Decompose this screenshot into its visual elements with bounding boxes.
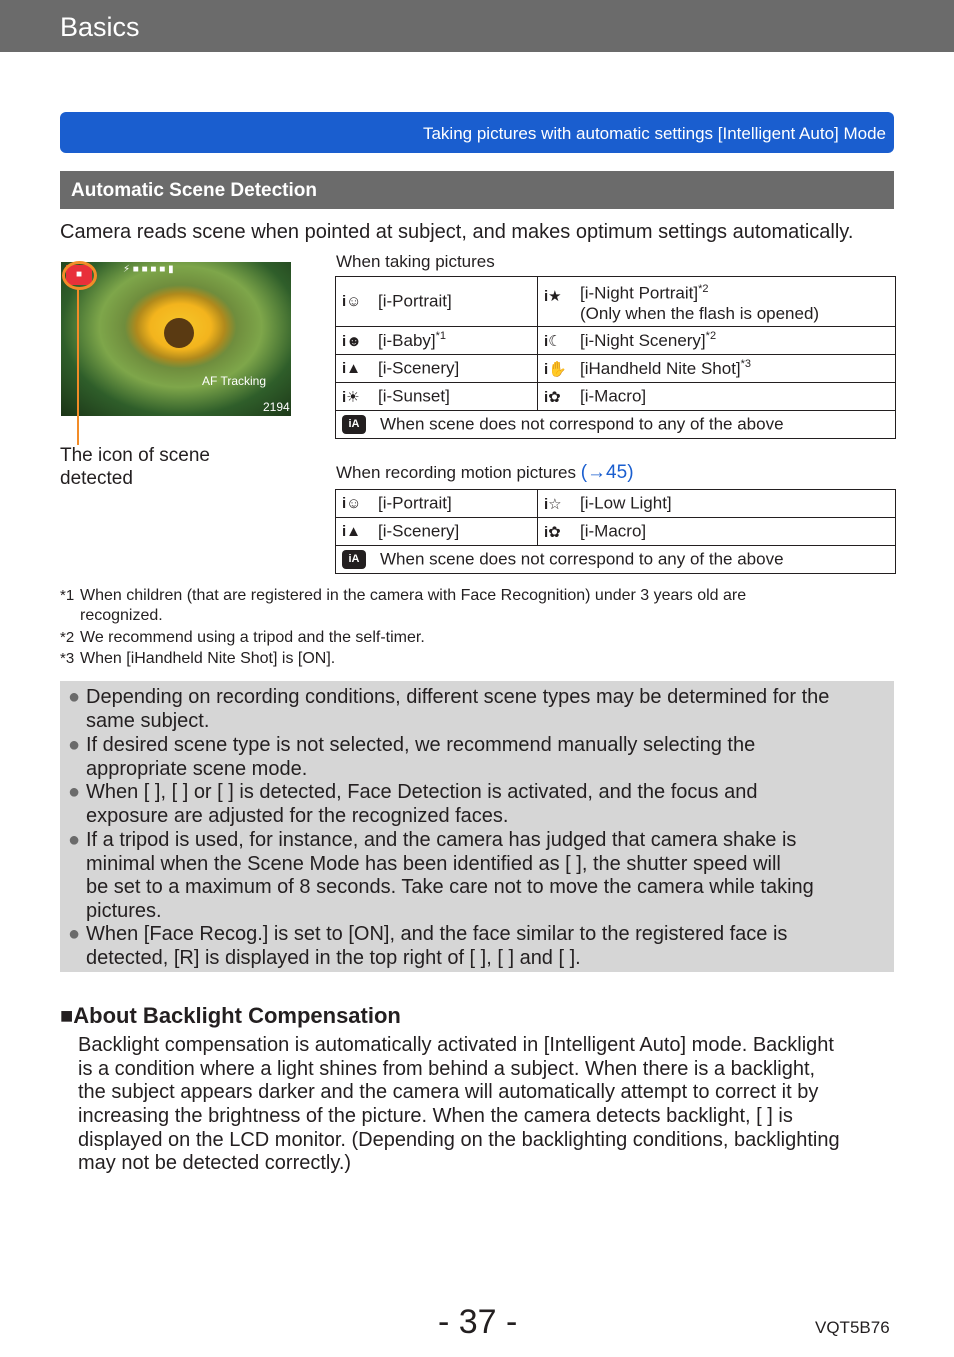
page-number: - 37 -: [438, 1303, 518, 1341]
table-row: i▲ [i-Scenery] i✿ [i-Macro]: [336, 518, 896, 546]
table-row: i☻ [i-Baby]$^{*1}$ i☾ [i-Night Scenery]$^{*2}$: [336, 327, 896, 355]
camera-screen-image: [61, 262, 291, 416]
notes-box: [60, 681, 894, 972]
portrait-icon: i☺: [342, 293, 362, 311]
callout-line: [77, 289, 79, 445]
table-row: iA When scene does not correspond to any of the above: [336, 411, 896, 439]
status-icons: ⚡ ■ ■ ■ ■ ▮: [123, 264, 174, 275]
header-bar: [0, 0, 954, 52]
macro-icon: i✿: [544, 388, 561, 406]
note-cont: exposure are adjusted for the recognized faces.: [86, 805, 509, 827]
table-row: iA When scene does not correspond to any of the above: [336, 546, 896, 574]
breadcrumb-bar: [60, 112, 894, 153]
scenery-icon: i▲: [342, 523, 362, 541]
low-light-icon: i☆: [544, 495, 562, 513]
intro-text: Camera reads scene when pointed at subject, and makes optimum settings automatically.: [60, 221, 854, 243]
note-item: ● Depending on recording conditions, different scene types may be determined for the: [68, 686, 830, 708]
portrait-icon: i☺: [342, 495, 362, 513]
shot-counter: 2194: [263, 400, 290, 414]
table-row: i☀ [i-Sunset] i✿ [i-Macro]: [336, 383, 896, 411]
backlight-line: may not be detected correctly.): [78, 1152, 352, 1174]
screen-caption: The icon of scene detected: [60, 445, 210, 489]
backlight-line: increasing the brightness of the picture. When the camera detects backlight, [ ] is: [78, 1105, 793, 1127]
section-header: [60, 171, 894, 209]
af-tracking-label: AF Tracking: [202, 374, 267, 388]
note-item: ● If a tripod is used, for instance, and the camera has judged that camera shake is: [68, 829, 797, 851]
sunset-icon: i☀: [342, 388, 360, 406]
backlight-heading: ■About Backlight Compensation: [60, 1003, 401, 1028]
backlight-line: displayed on the LCD monitor. (Depending on the backlighting conditions, backlighting: [78, 1129, 840, 1151]
note-cont: detected, [R] is displayed in the top right of [ ], [ ] and [ ].: [86, 947, 581, 969]
footnote-1-cont: recognized.: [80, 607, 163, 624]
backlight-line: is a condition where a light shines from behind a subject. When there is a backlight,: [78, 1058, 816, 1080]
page-ref-link[interactable]: (→45): [580, 462, 634, 483]
note-cont: pictures.: [86, 900, 162, 922]
footnote-2: *2 We recommend using a tripod and the self-timer.: [60, 629, 425, 646]
motion-scene-table: [335, 489, 896, 574]
night-scenery-icon: i☾: [544, 333, 562, 351]
note-item: ● When [ ], [ ] or [ ] is detected, Face Detection is activated, and the focus and: [68, 781, 758, 803]
chapter-title: Basics: [60, 12, 140, 42]
baby-icon: i☻: [342, 332, 362, 350]
handheld-nite-shot-icon: i✋: [544, 361, 567, 379]
motion-label: When recording motion pictures (→45): [336, 462, 634, 483]
note-cont: minimal when the Scene Mode has been identified as [ ], the shutter speed will: [86, 853, 781, 875]
document-code: VQT5B76: [815, 1318, 890, 1337]
note-cont: appropriate scene mode.: [86, 758, 308, 780]
macro-icon: i✿: [544, 523, 561, 541]
footnote-3: *3 When [iHandheld Nite Shot] is [ON].: [60, 650, 336, 667]
scene-icon: ■: [66, 265, 92, 285]
note-cont: be set to a maximum of 8 seconds. Take care not to move the camera while taking: [86, 876, 814, 898]
note-item: ● If desired scene type is not selected, we recommend manually selecting the: [68, 734, 756, 756]
intelligent-auto-video-icon: iA: [342, 550, 366, 569]
note-item: ● When [Face Recog.] is set to [ON], and the face similar to the registered face is: [68, 923, 788, 945]
scenery-icon: i▲: [342, 360, 362, 378]
table-row: i▲ [i-Scenery] i✋ [iHandheld Nite Shot]$^{*3}$: [336, 355, 896, 383]
scene-icon-highlight: [62, 261, 97, 290]
taking-scene-table: [335, 276, 896, 439]
table-row: i☺ [i-Portrait] i☆ [i-Low Light]: [336, 490, 896, 518]
backlight-line: the subject appears darker and the camera will automatically attempt to correct it by: [78, 1081, 819, 1103]
sunflower-center: [164, 318, 194, 348]
note-cont: same subject.: [86, 710, 210, 732]
taking-label: When taking pictures: [336, 252, 495, 271]
breadcrumb: Taking pictures with automatic settings [Intelligent Auto] Mode: [422, 124, 886, 143]
backlight-line: Backlight compensation is automatically activated in [Intelligent Auto] mode. Backlight: [78, 1034, 834, 1056]
intelligent-auto-icon: iA: [342, 415, 366, 434]
night-portrait-icon: i★: [544, 288, 562, 306]
section-title: Automatic Scene Detection: [71, 180, 317, 201]
table-row: i☺ [i-Portrait] i★ [i-Night Portrait]$^{*2}$ (Only when the flash is opened): [336, 277, 896, 327]
footnote-1: *1 When children (that are registered in the camera with Face Recognition) under 3 years old are: [60, 587, 747, 604]
